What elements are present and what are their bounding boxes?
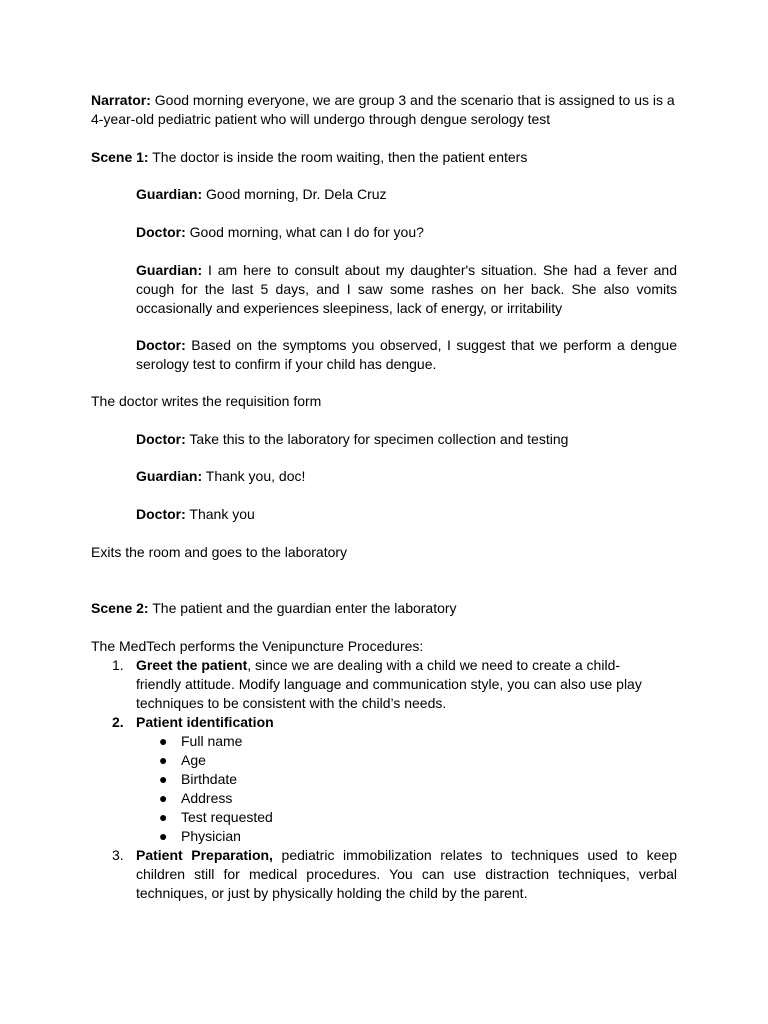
narrator-paragraph <box>91 91 677 129</box>
list-item <box>136 751 677 770</box>
narrator-label: Narrator: <box>91 92 151 108</box>
procedure-step <box>91 656 677 713</box>
bullet-icon: ● <box>159 828 168 844</box>
step-title: Greet the patient <box>136 657 248 673</box>
dialogue-line <box>136 467 677 486</box>
list-item-text: Birthdate <box>181 771 238 787</box>
dialogue-text: I am here to consult about my daughter's situation. She had a fever and cough for the last 5 days, and I saw some rashes on her back. She also vomits occasionally and experiences sleepiness, lack of energy, or irritability <box>136 262 677 316</box>
list-item <box>136 827 677 846</box>
step-title: Patient identification <box>136 714 274 730</box>
dialogue-line <box>136 223 677 242</box>
stage-direction: The doctor writes the requisition form <box>91 393 322 409</box>
step-title: Patient Preparation, <box>136 847 273 863</box>
procedure-steps-list <box>91 656 677 903</box>
identification-list <box>136 732 677 846</box>
bullet-icon: ● <box>159 733 168 749</box>
scene-2-label: Scene 2: <box>91 600 149 616</box>
list-item-text: Full name <box>181 733 243 749</box>
list-item <box>136 770 677 789</box>
scene-2-text: The patient and the guardian enter the laboratory <box>148 600 457 616</box>
bullet-icon: ● <box>159 790 168 806</box>
speaker-label: Doctor: <box>136 431 186 447</box>
dialogue-text: Take this to the laboratory for specimen collection and testing <box>185 431 569 447</box>
dialogue-text: Thank you, doc! <box>202 468 306 484</box>
scene-1-heading <box>91 148 677 167</box>
list-item <box>136 732 677 751</box>
step-number: 3. <box>112 847 124 863</box>
list-item-text: Physician <box>181 828 241 844</box>
list-item-text: Test requested <box>181 809 273 825</box>
dialogue-line <box>136 185 677 204</box>
list-item-text: Age <box>181 752 206 768</box>
procedure-step <box>91 713 677 846</box>
speaker-label: Doctor: <box>136 506 186 522</box>
step-text: , since we are dealing with a child we need to create a child-friendly attitude. Modify language and communication style, you can also use play techniques to be consistent with the child’s needs. <box>136 657 642 711</box>
speaker-label: Guardian: <box>136 468 203 484</box>
dialogue-line <box>136 505 677 524</box>
list-item <box>136 789 677 808</box>
dialogue-text: Good morning, Dr. Dela Cruz <box>202 186 387 202</box>
dialogue-line <box>136 336 677 374</box>
scene-1-text: The doctor is inside the room waiting, then the patient enters <box>148 149 528 165</box>
bullet-icon: ● <box>159 809 168 825</box>
stage-direction: Exits the room and goes to the laboratory <box>91 544 348 560</box>
scene-2-heading <box>91 599 677 618</box>
scene-1-label: Scene 1: <box>91 149 149 165</box>
step-number: 2. <box>112 714 124 730</box>
dialogue-line <box>136 261 677 318</box>
procedures-intro: The MedTech performs the Venipuncture Procedures: <box>91 638 424 654</box>
step-text: pediatric immobilization relates to techniques used to keep children still for medical procedures. You can use distraction techniques, verbal techniques, or just by physically holding the child by the parent. <box>136 847 677 901</box>
bullet-icon: ● <box>159 771 168 787</box>
speaker-label: Guardian: <box>136 186 203 202</box>
dialogue-text: Thank you <box>185 506 255 522</box>
speaker-label: Guardian: <box>136 262 203 278</box>
bullet-icon: ● <box>159 752 168 768</box>
list-item <box>136 808 677 827</box>
narrator-text: Good morning everyone, we are group 3 and the scenario that is assigned to us is a 4-year-old pediatric patient who will undergo through dengue serology test <box>91 92 675 127</box>
dialogue-text: Good morning, what can I do for you? <box>185 224 424 240</box>
list-item-text: Address <box>181 790 233 806</box>
procedure-step <box>91 846 677 903</box>
dialogue-text: Based on the symptoms you observed, I suggest that we perform a dengue serology test to confirm if your child has dengue. <box>136 337 677 372</box>
speaker-label: Doctor: <box>136 337 186 353</box>
speaker-label: Doctor: <box>136 224 186 240</box>
step-number: 1. <box>112 657 124 673</box>
dialogue-line <box>136 430 677 449</box>
